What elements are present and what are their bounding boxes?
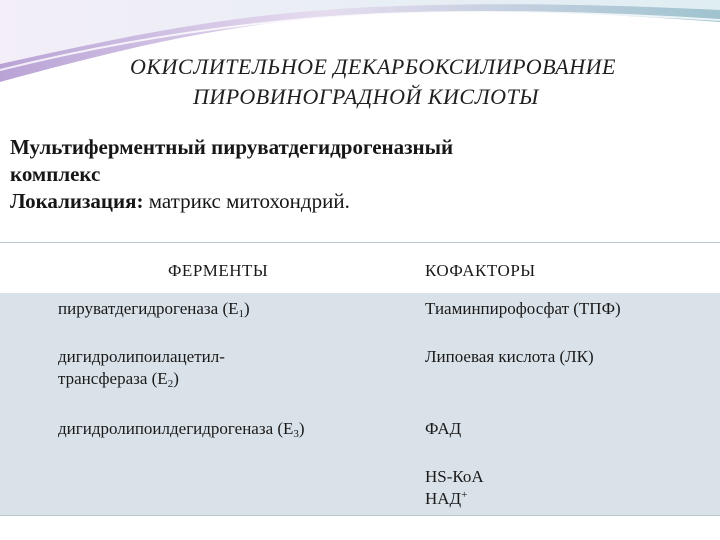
complex-name-line2: комплекс (10, 162, 101, 186)
cofactor-hs-coa: HS-КоА (425, 467, 484, 486)
table-body (0, 293, 720, 515)
intro-text (10, 134, 710, 215)
table-header-row (0, 243, 720, 293)
slide-title-line1: ОКИСЛИТЕЛЬНОЕ ДЕКАРБОКСИЛИРОВАНИЕ (130, 54, 616, 79)
localization-label: Локализация: (10, 189, 144, 213)
enzyme-e2: дигидролипоилацетил- трансфераза $(Е_2)$ (58, 347, 225, 390)
table-bottom-rule (0, 515, 720, 516)
slide-title-line2: ПИРОВИНОГРАДНОЙ КИСЛОТЫ (193, 84, 539, 109)
cofactor-lipoic-acid: Липоевая кислота (ЛК) (425, 347, 594, 366)
header-cofactors: КОФАКТОРЫ (425, 261, 536, 280)
cofactor-nad: НАД+ (425, 489, 468, 508)
cofactor-tpp: Тиаминпирофосфат (ТПФ) (425, 299, 621, 318)
cofactor-extra (425, 466, 484, 510)
enzyme-e1: пируватдегидрогеназа $(Е_1)$ (58, 299, 250, 320)
slide-title (0, 52, 720, 112)
complex-name-line1: Мультиферментный пируватдегидрогеназный (10, 135, 454, 159)
header-enzymes: ФЕРМЕНТЫ (168, 261, 269, 280)
enzyme-e3: дигидролипоилдегидрогеназа $(Е_3)$ (58, 419, 305, 440)
cofactor-fad: ФАД (425, 419, 462, 438)
localization-value: матрикс митохондрий. (143, 189, 350, 213)
